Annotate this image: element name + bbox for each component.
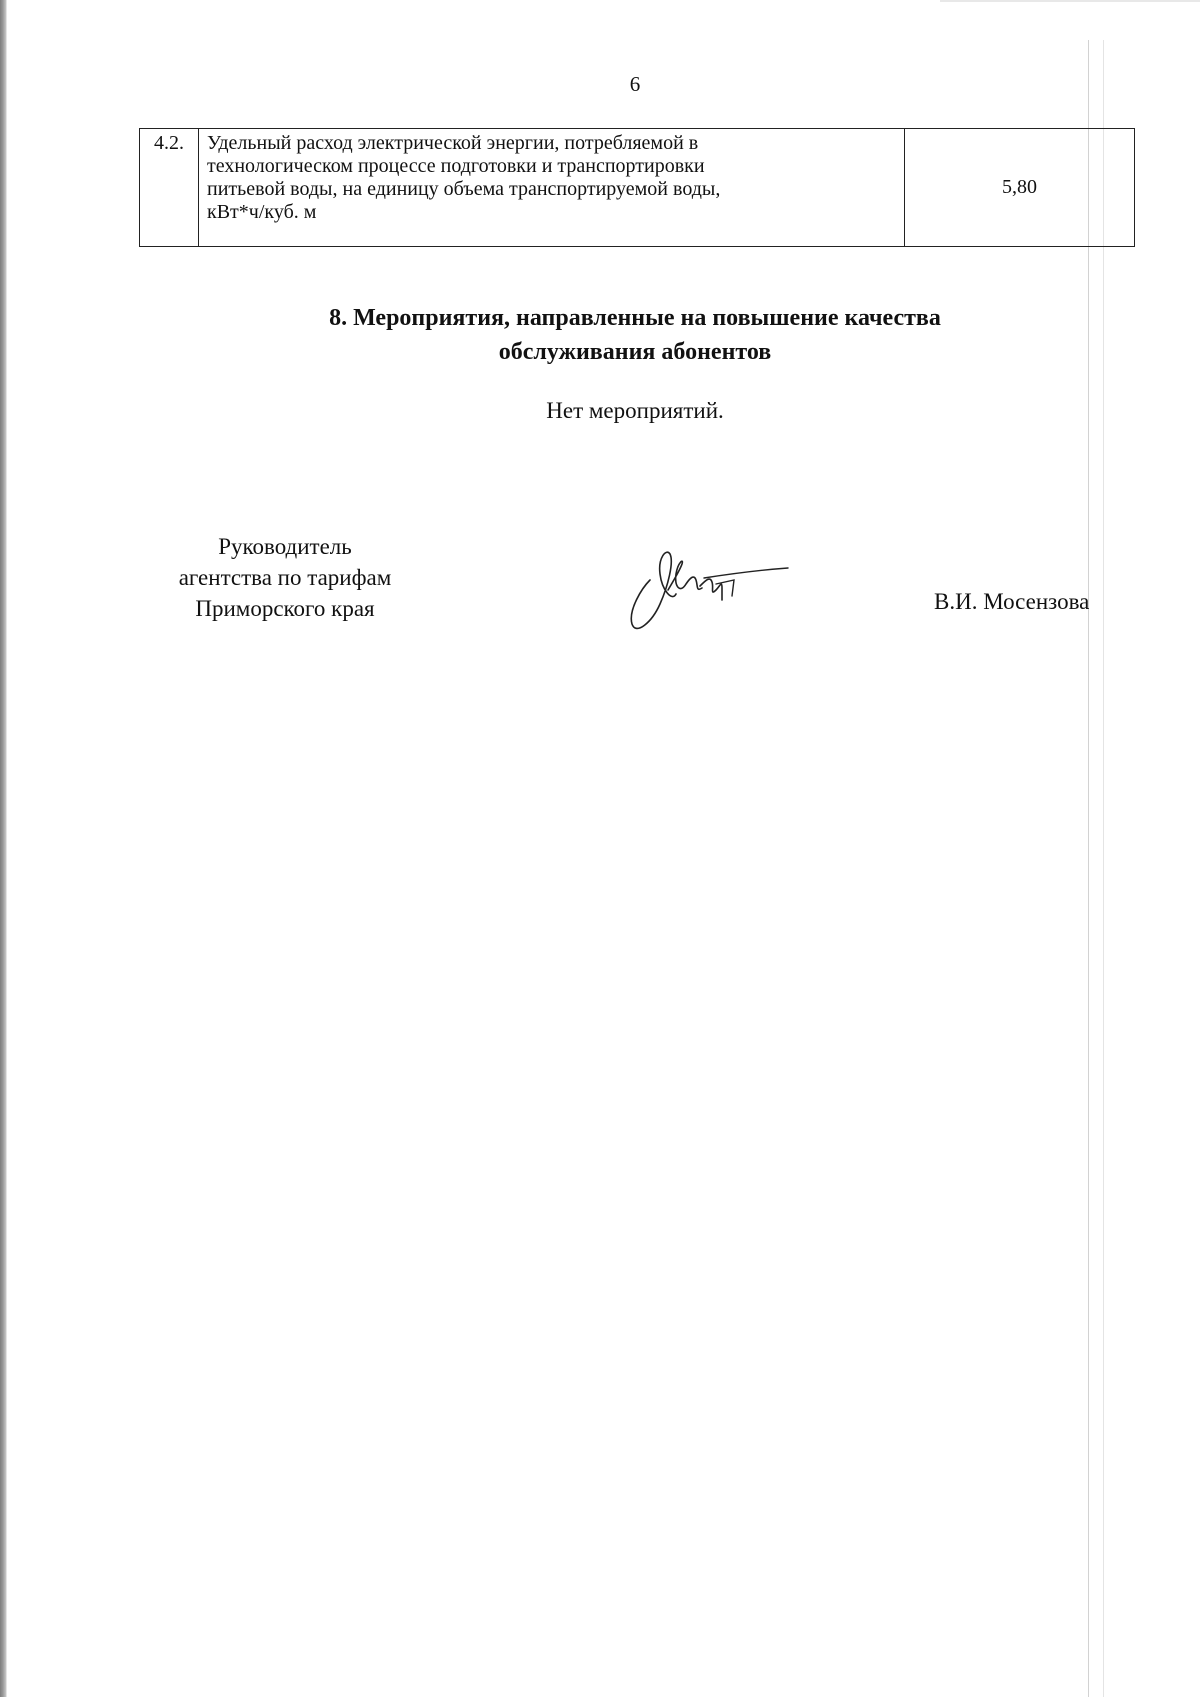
signatory-title-line: Приморского края xyxy=(195,596,375,621)
row-value-cell: 5,80 xyxy=(905,129,1135,247)
row-description-cell xyxy=(199,129,905,247)
section-title xyxy=(180,301,1090,369)
description-line: питьевой воды, на единицу объема транспортируемой воды, xyxy=(207,178,721,200)
page-number: 6 xyxy=(629,72,641,96)
table-row xyxy=(140,129,1135,247)
signatory-title xyxy=(140,531,430,624)
description-line: кВт*ч/куб. м xyxy=(207,201,317,223)
scan-fold-line xyxy=(1088,40,1089,1697)
description-line: Удельный расход электрической энергии, потребляемой в xyxy=(207,132,699,154)
signatory-title-line: агентства по тарифам xyxy=(178,565,392,590)
signatory-title-line: Руководитель xyxy=(218,534,352,559)
row-number-cell: 4.2. xyxy=(140,129,199,247)
scan-fold-line xyxy=(1103,40,1104,1697)
scan-artifact xyxy=(940,0,1200,2)
description-line: технологическом процессе подготовки и транспортировки xyxy=(207,155,705,177)
indicator-table xyxy=(139,128,1135,247)
section-title-line: 8. Мероприятия, направленные на повышение качества xyxy=(329,305,941,331)
scan-edge xyxy=(0,0,7,1697)
section-title-line: обслуживания абонентов xyxy=(498,339,772,365)
signatory-name: В.И. Мосензова xyxy=(934,589,1090,614)
section-body: Нет мероприятий. xyxy=(546,398,724,423)
handwritten-signature xyxy=(620,540,800,640)
